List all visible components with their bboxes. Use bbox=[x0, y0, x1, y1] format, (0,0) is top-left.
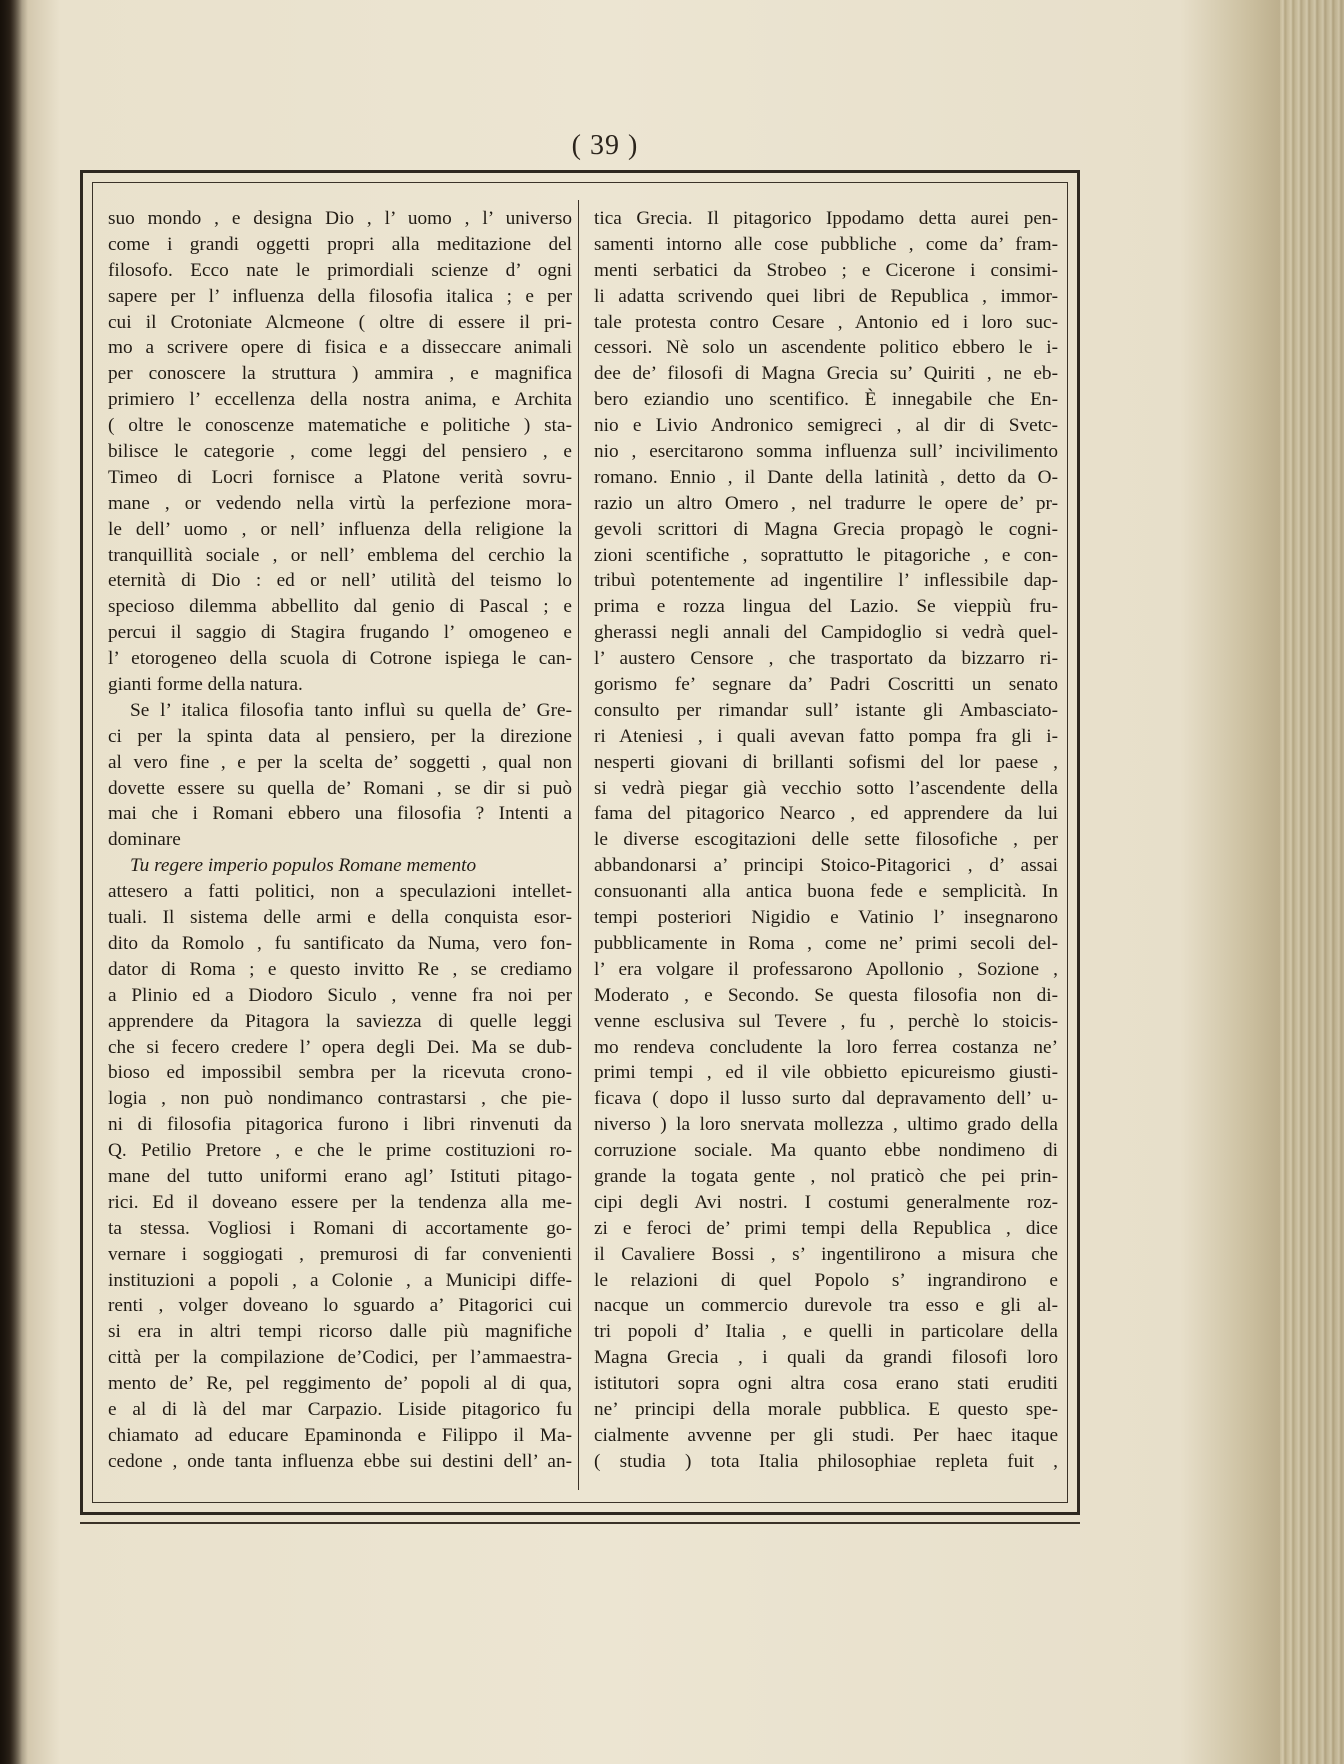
right-column-text-line: l’ austero Censore , che trasportato da bizzarro ri- bbox=[594, 648, 1058, 670]
left-column-text-line: città per la compilazione de’Codici, per l’ammaestra- bbox=[108, 1347, 572, 1369]
right-column-text-line: corruzione sociale. Ma quanto ebbe nondimeno di bbox=[594, 1140, 1058, 1162]
left-column-text-line: attesero a fatti politici, non a speculazioni intellet- bbox=[108, 881, 572, 903]
left-column-text-line: ni di filosofia pitagorica furono i libri rinvenuti da bbox=[108, 1114, 572, 1136]
left-column-text-line: al vero fine , e per la scelta de’ soggetti , qual non bbox=[108, 751, 572, 773]
left-column-text-line: ta stessa. Vogliosi i Romani di accortamente go- bbox=[108, 1217, 572, 1239]
left-column-text-line: Se l’ italica filosofia tanto influì su quella de’ Gre- bbox=[130, 699, 572, 721]
right-column-text-line: pubblicamente in Roma , come ne’ primi secoli del- bbox=[594, 932, 1058, 954]
right-column-text-line: tica Grecia. Il pitagorico Ippodamo detta aurei pen- bbox=[594, 208, 1058, 229]
right-column-text-line: tempi posteriori Nigidio e Vatinio l’ insegnarono bbox=[594, 907, 1058, 929]
right-column-text-line: nesperti giovani di brillanti sofismi del lor paese , bbox=[594, 751, 1058, 773]
left-column-text-line: instituzioni a popoli , a Colonie , a Municipi diffe- bbox=[108, 1269, 572, 1291]
left-column-text-line: mane , or vedendo nella virtù la perfezione mora- bbox=[108, 492, 572, 514]
right-column-text-line: consuonanti alla antica buona fede e semplicità. In bbox=[594, 881, 1058, 903]
left-column-text-line: mane del tutto uniformi erano agl’ Istituti pitago- bbox=[108, 1165, 572, 1187]
left-column-text-line: l’ etorogeneo della scuola di Cotrone ispiega le can- bbox=[108, 648, 572, 670]
right-column-text-line: prima e rozza lingua del Lazio. Se vieppiù fru- bbox=[594, 596, 1058, 618]
left-column-text-line: cedone , onde tanta influenza ebbe sui destini dell’ an- bbox=[108, 1450, 572, 1472]
right-column-text-line: li adatta scrivendo quei libri de Republica , immor- bbox=[594, 285, 1058, 307]
left-column-text-line: gianti forme della natura. bbox=[108, 674, 303, 696]
left-column-text-line: cui il Crotoniate Alcmeone ( oltre di essere il pri- bbox=[108, 311, 572, 333]
left-column-text-line: chiamato ad educare Epaminonda e Filippo il Ma- bbox=[108, 1424, 572, 1446]
right-column-text-line: il Cavaliere Bossi , s’ ingentilirono a misura che bbox=[594, 1243, 1058, 1265]
left-column-text-line: dominare bbox=[108, 829, 181, 851]
left-column-text-line: rici. Ed il doveano essere per la tendenza alla me- bbox=[108, 1191, 572, 1213]
right-column-text-line: si vedrà piegar già vecchio sotto l’ascendente della bbox=[594, 777, 1058, 799]
right-column-text-line: tri popoli d’ Italia , e quelli in particolare della bbox=[594, 1321, 1058, 1343]
right-column-text-line: ( studia ) tota Italia philosophiae repleta fuit , bbox=[594, 1450, 1058, 1472]
left-column-text-line: sapere per l’ influenza della filosofia italica ; e per bbox=[108, 285, 572, 307]
right-column-text-line: grande la togata gente , nol praticò che pei prin- bbox=[594, 1165, 1058, 1187]
left-column-text-line: suo mondo , e designa Dio , l’ uomo , l’ universo bbox=[108, 208, 572, 229]
right-column-text-line: ficava ( dopo il lusso surto dal depravamento dell’ u- bbox=[594, 1088, 1058, 1110]
right-column-text-line: l’ era volgare il professarono Apollonio , Sozione , bbox=[594, 958, 1058, 980]
right-column-text-line: fama del pitagorico Nearco , ed apprendere da lui bbox=[594, 803, 1058, 825]
left-column-text-line: le dell’ uomo , or nell’ influenza della religione la bbox=[108, 518, 572, 540]
right-column-text-line: cessori. Nè solo un ascendente politico ebbero le i- bbox=[594, 337, 1058, 359]
left-column-text-line: apprendere da Pitagora la saviezza di quelle leggi bbox=[108, 1010, 572, 1032]
left-column-text-line: primiero l’ eccellenza della nostra anima, e Archita bbox=[108, 389, 572, 411]
right-column-text-line: menti serbatici da Strobeo ; e Cicerone i consimi- bbox=[594, 259, 1058, 281]
left-column-text-line: mo a scrivere opere di fisica e a disseccare animali bbox=[108, 337, 572, 359]
right-column-text-line: gevoli scrittori di Magna Grecia propagò le cogni- bbox=[594, 518, 1058, 540]
left-column-text-line: dovette essere su quella de’ Romani , se dir si può bbox=[108, 777, 572, 799]
right-column-text-line: Magna Grecia , i quali da grandi filosofi loro bbox=[594, 1347, 1058, 1369]
right-column-text-line: cialmente avvenne per gli studi. Per haec itaque bbox=[594, 1424, 1058, 1446]
left-column-text-line: logia , non può nondimanco contrastarsi , che pie- bbox=[108, 1088, 572, 1110]
right-column-text-line: gorismo fe’ segnare da’ Padri Coscritti un senato bbox=[594, 674, 1058, 696]
left-column-text-line: tuali. Il sistema delle armi e della conquista esor- bbox=[108, 907, 572, 929]
right-column-text-line: dee de’ filosofi di Magna Grecia su’ Quiriti , ne eb- bbox=[594, 363, 1058, 385]
left-column-text-line: Tu regere imperio populos Romane memento bbox=[130, 855, 477, 877]
left-column-text-line: vernare i soggiogati , premurosi di far convenienti bbox=[108, 1243, 572, 1265]
left-column-text-line: percui il saggio di Stagira frugando l’ omogeneo e bbox=[108, 622, 572, 644]
right-column-text-line: Moderato , e Secondo. Se questa filosofia non di- bbox=[594, 984, 1058, 1006]
page-number: ( 39 ) bbox=[571, 130, 639, 161]
right-column-text-line: nacque un commercio durevole tra esso e gli al- bbox=[594, 1295, 1058, 1317]
left-column-text-line: tranquillità sociale , or nell’ emblema del cerchio la bbox=[108, 544, 572, 566]
left-column-text-line: dator di Roma ; e questo invitto Re , se crediamo bbox=[108, 958, 572, 980]
right-column-text-line: nio , esercitarono somma influenza sull’ incivilimento bbox=[594, 441, 1058, 463]
right-column-text-line: primi tempi , ed il vile obbietto epicureismo giusti- bbox=[594, 1062, 1058, 1084]
left-column bbox=[108, 206, 572, 1475]
right-column-text-line: ne’ principi della morale pubblica. E questo spe- bbox=[594, 1398, 1058, 1420]
right-column-text-line: zioni scentifiche , soprattutto le pitagoriche , e con- bbox=[594, 544, 1058, 566]
left-column-text-line: dito da Romolo , fu santificato da Numa, vero fon- bbox=[108, 932, 572, 954]
right-column-text-line: nio e Livio Andronico semigreci , al dir di Svetc- bbox=[594, 415, 1058, 437]
binding-shadow bbox=[0, 0, 28, 1764]
page-edges bbox=[1280, 0, 1344, 1764]
right-column-text-line: consulto per rimandar sull’ istante gli Ambasciato- bbox=[594, 699, 1058, 721]
right-column-text-line: abbandonarsi a’ principi Stoico-Pitagorici , d’ assai bbox=[594, 855, 1058, 877]
left-column-text-line: come i grandi oggetti propri alla meditazione del bbox=[108, 233, 572, 255]
left-column-text-line: Timeo di Locri fornisce a Platone verità sovru- bbox=[108, 466, 572, 488]
right-column-text-line: tribuì potentemente ad ingentilire l’ inflessibile dap- bbox=[594, 570, 1058, 592]
right-column-text-line: razio un altro Omero , nel tradurre le opere de’ pr- bbox=[594, 492, 1058, 514]
right-column-text-line: gherassi negli annali del Campidoglio si vedrà quel- bbox=[594, 622, 1058, 644]
left-column-text-line: si era in altri tempi ricorso dalle più magnifiche bbox=[108, 1321, 572, 1343]
column-divider bbox=[578, 200, 579, 1490]
right-column-text-line: venne esclusiva sul Tevere , fu , perchè lo stoicis- bbox=[594, 1010, 1058, 1032]
left-column-text-line: per conoscere la struttura ) ammira , e magnifica bbox=[108, 363, 572, 385]
left-column-text-line: eternità di Dio : ed or nell’ utilità del teismo lo bbox=[108, 570, 572, 592]
right-column-text-line: bero eziandio uno scentifico. È innegabile che En- bbox=[594, 389, 1058, 411]
right-column bbox=[594, 206, 1058, 1475]
left-column-text-line: filosofo. Ecco nate le primordiali scienze d’ ogni bbox=[108, 259, 572, 281]
left-column-text-line: Q. Petilio Pretore , e che le prime costituzioni ro- bbox=[108, 1140, 572, 1162]
left-column-text-line: renti , volger doveano lo sguardo a’ Pitagorici cui bbox=[108, 1295, 572, 1317]
right-column-text-line: ri Ateniesi , i quali avevan fatto pompa fra gli i- bbox=[594, 725, 1058, 747]
left-column-text-line: mento de’ Re, pel reggimento de’ popoli al di qua, bbox=[108, 1373, 572, 1395]
left-column-text-line: specioso dilemma abbellito dal genio di Pascal ; e bbox=[108, 596, 572, 618]
right-column-text-line: le diverse escogitazioni delle sette filosofiche , per bbox=[594, 829, 1058, 851]
right-column-text-line: niverso ) la loro snervata mollezza , ultimo grado della bbox=[594, 1114, 1058, 1136]
left-column-text-line: mai che i Romani ebbero una filosofia ? Intenti a bbox=[108, 803, 572, 825]
right-column-text-line: cipi degli Avi nostri. I costumi generalmente roz- bbox=[594, 1191, 1058, 1213]
left-column-text-line: ci per la spinta data al pensiero, per la direzione bbox=[108, 725, 572, 747]
left-column-text-line: bioso ed impossibil sembra per la ricevuta crono- bbox=[108, 1062, 572, 1084]
right-column-text-line: istitutori sopra ogni altra cosa erano stati eruditi bbox=[594, 1373, 1058, 1395]
right-column-text-line: le relazioni di quel Popolo s’ ingrandirono e bbox=[594, 1269, 1058, 1291]
right-column-text-line: samenti intorno alle cose pubbliche , come da’ fram- bbox=[594, 233, 1058, 255]
right-column-text-line: zi e feroci de’ primi tempi della Republica , dice bbox=[594, 1217, 1058, 1239]
right-column-text-line: romano. Ennio , il Dante della latinità , detto da O- bbox=[594, 466, 1058, 488]
right-column-text-line: mo rendeva concludente la loro ferrea costanza ne’ bbox=[594, 1036, 1058, 1058]
bottom-rule bbox=[80, 1522, 1080, 1524]
left-column-text-line: ( oltre le conoscenze matematiche e politiche ) sta- bbox=[108, 415, 572, 437]
left-column-text-line: a Plinio ed a Diodoro Siculo , venne fra noi per bbox=[108, 984, 572, 1006]
left-column-text-line: che si fecero credere l’ opera degli Dei. Ma se dub- bbox=[108, 1036, 572, 1058]
left-column-text-line: bilisce le categorie , come leggi del pensiero , e bbox=[108, 441, 572, 463]
left-column-text-line: e al di là del mar Carpazio. Liside pitagorico fu bbox=[108, 1398, 572, 1420]
right-column-text-line: tale protesta contro Cesare , Antonio ed i loro suc- bbox=[594, 311, 1058, 333]
